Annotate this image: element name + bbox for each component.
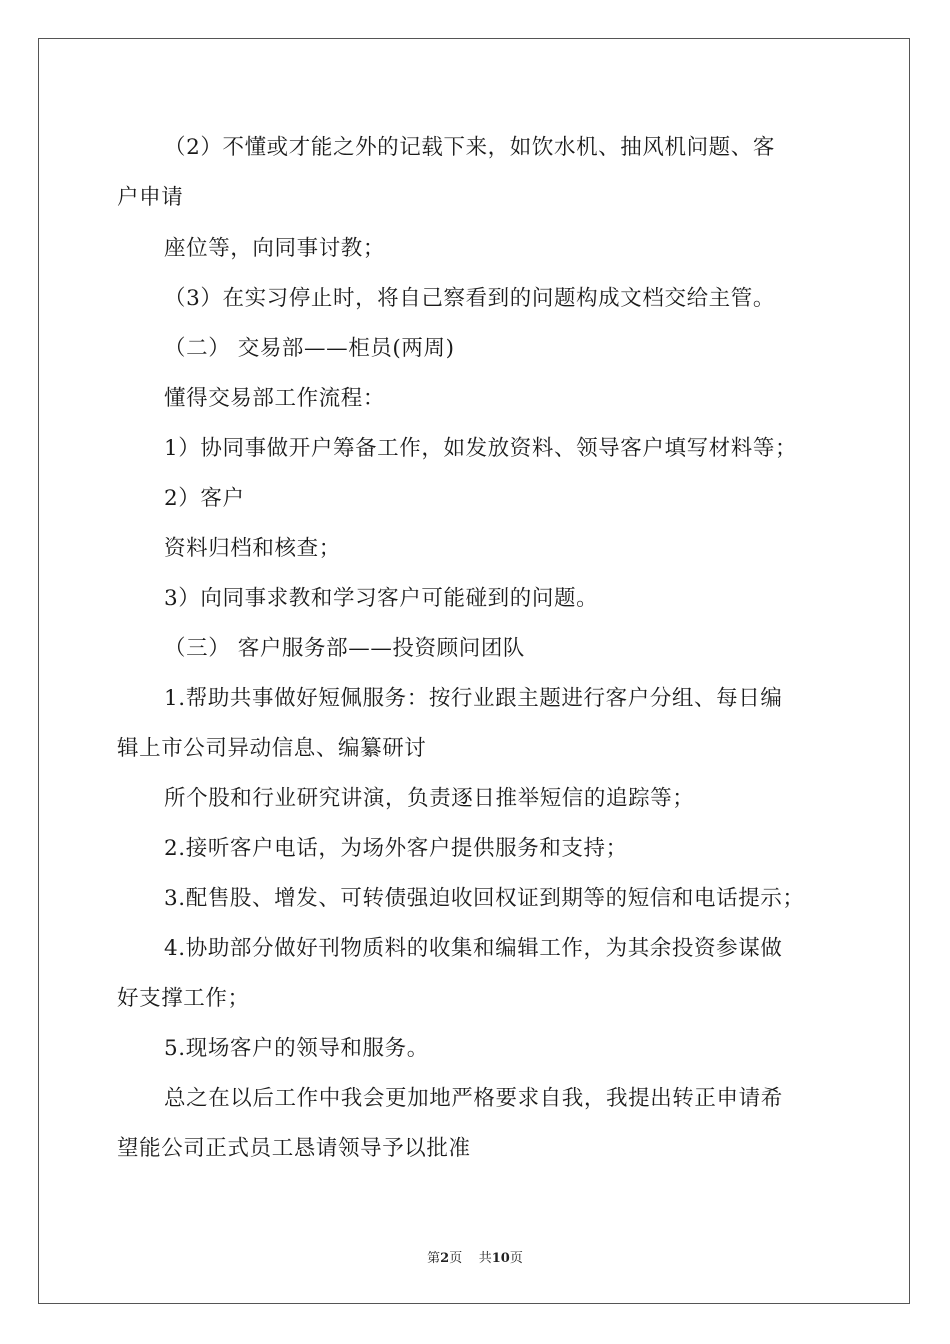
page-border [38,38,910,1304]
page-footer [0,1247,950,1266]
total-suffix: 页 [509,1251,523,1266]
paragraph-line: 2.接听客户电话，为场外客户提供服务和支持； [164,836,628,861]
section-heading: （二） 交易部——柜员(两周) [164,336,455,361]
paragraph-line: 3）向同事求教和学习客户可能碰到的问题。 [164,586,599,611]
paragraph-line: 资料归档和核查； [164,536,341,561]
section-heading: （三） 客户服务部——投资顾问团队 [164,636,526,661]
paragraph-line: 3.配售股、增发、可转债强迫收回权证到期等的短信和电话提示； [164,886,805,911]
total-pages: 10 [491,1251,510,1266]
paragraph-line: 4.协助部分做好刊物质料的收集和编辑工作，为其余投资参谋做 [164,936,783,961]
paragraph-line: （2）不懂或才能之外的记载下来，如饮水机、抽风机问题、客 [164,135,775,160]
paragraph-line: 座位等，向同事讨教； [164,236,386,261]
page-suffix: 页 [449,1251,463,1266]
paragraph-line: 总之在以后工作中我会更加地严格要求自我，我提出转正申请希 [164,1086,783,1111]
paragraph-line: 2）客户 [164,486,245,511]
paragraph-line: 1.帮助共事做好短佩服务：按行业跟主题进行客户分组、每日编 [164,686,783,711]
paragraph-line: 好支撑工作； [117,986,250,1011]
paragraph-line: 所个股和行业研究讲演，负责逐日推举短信的追踪等； [164,786,695,811]
page-number: 2 [440,1251,450,1266]
paragraph-line: 辑上市公司异动信息、编纂研讨 [117,736,427,761]
paragraph-line: 户申请 [117,185,184,210]
paragraph-line: 1）协同事做开户筹备工作，如发放资料、领导客户填写材料等； [164,436,798,461]
page-prefix: 第 [427,1251,441,1266]
paragraph-line: 懂得交易部工作流程： [164,386,386,411]
total-prefix: 共 [478,1251,492,1266]
paragraph-line: （3）在实习停止时，将自己察看到的问题构成文档交给主管。 [164,286,775,311]
paragraph-line: 5.现场客户的领导和服务。 [164,1036,429,1061]
paragraph-line: 望能公司正式员工恳请领导予以批准 [117,1136,471,1161]
